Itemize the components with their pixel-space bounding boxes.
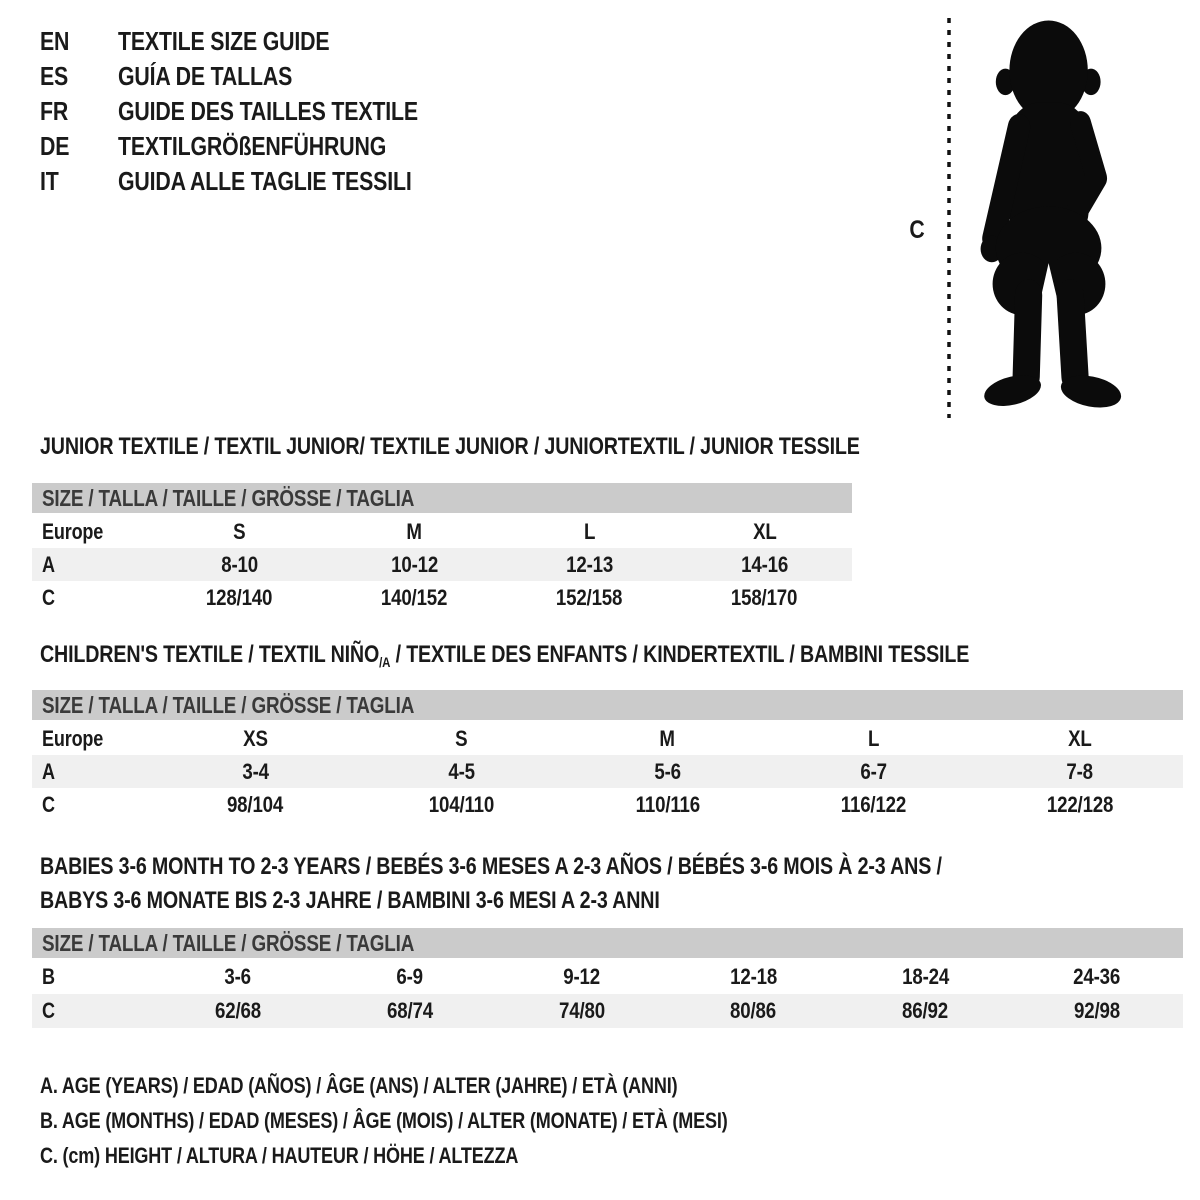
height-value: 62/68 (214, 998, 261, 1023)
height-value: 128/140 (206, 584, 273, 610)
table-row (32, 548, 852, 581)
row-label: B (42, 964, 55, 989)
size-value: M (659, 725, 676, 751)
table-row (32, 722, 1183, 755)
table-row (32, 994, 1183, 1028)
language-row-de (40, 129, 484, 164)
language-code: DE (40, 131, 70, 161)
language-row-en (40, 24, 484, 59)
table-row (32, 960, 1183, 994)
language-row-it (40, 164, 484, 199)
age-value: 6-7 (860, 758, 887, 784)
height-value: 86/92 (902, 998, 949, 1023)
children-size-table (32, 690, 1183, 821)
age-value: 4-5 (448, 758, 475, 784)
height-value: 158/170 (731, 584, 798, 610)
height-value: 92/98 (1074, 998, 1121, 1023)
size-value: XL (752, 518, 777, 544)
row-label: A (42, 758, 55, 784)
language-code: FR (40, 96, 69, 126)
age-months-value: 6-9 (396, 964, 424, 989)
height-dashed-line (946, 16, 952, 420)
table-row (32, 755, 1183, 788)
height-value: 152/158 (556, 584, 623, 610)
measurement-key (40, 1068, 878, 1173)
table-row (32, 581, 852, 614)
age-value: 3-4 (241, 758, 269, 784)
age-months-value: 3-6 (224, 964, 252, 989)
baby-silhouette-image (963, 12, 1139, 418)
language-title: GUÍA DE TALLAS (118, 61, 293, 91)
size-header-bar: SIZE / TALLA / TAILLE / GRÖSSE / TAGLIA (32, 483, 852, 513)
table-row (32, 515, 852, 548)
key-line-a: A. AGE (YEARS) / EDAD (AÑOS) / ÂGE (ANS) / ALTER (JAHRE) / ETÀ (ANNI) (40, 1072, 678, 1098)
row-label: C (42, 998, 55, 1023)
language-code: IT (40, 166, 59, 196)
section-title-junior: JUNIOR TEXTILE / TEXTIL JUNIOR/ TEXTILE JUNIOR / JUNIORTEXTIL / JUNIOR TESSILE (40, 433, 860, 460)
size-value: XL (1068, 725, 1092, 751)
size-value: S (455, 725, 468, 751)
age-value: 7-8 (1066, 758, 1094, 784)
size-value: L (868, 725, 880, 751)
height-value: 74/80 (558, 998, 605, 1023)
age-value: 12-13 (566, 551, 613, 577)
age-value: 14-16 (741, 551, 788, 577)
language-title: GUIDE DES TAILLES TEXTILE (118, 96, 418, 126)
row-label: Europe (42, 518, 104, 544)
age-months-value: 9-12 (563, 964, 600, 989)
size-value: M (406, 518, 423, 544)
row-label: Europe (42, 725, 104, 751)
language-code: ES (40, 61, 69, 91)
age-value: 5-6 (654, 758, 681, 784)
age-months-value: 24-36 (1073, 964, 1121, 989)
language-title-list (40, 24, 484, 199)
age-months-value: 18-24 (901, 964, 949, 989)
section-title-babies-line2: BABYS 3-6 MONATE BIS 2-3 JAHRE / BAMBINI 3-6 MESI A 2-3 ANNI (40, 887, 660, 914)
size-value: XS (242, 725, 268, 751)
height-measure-label: C (909, 216, 925, 244)
size-header-bar: SIZE / TALLA / TAILLE / GRÖSSE / TAGLIA (32, 690, 1183, 720)
height-value: 140/152 (381, 584, 448, 610)
size-header-bar: SIZE / TALLA / TAILLE / GRÖSSE / TAGLIA (32, 928, 1183, 958)
key-line-b: B. AGE (MONTHS) / EDAD (MESES) / ÂGE (MOIS) / ALTER (MONATE) / ETÀ (MESI) (40, 1107, 728, 1133)
size-value: S (233, 518, 246, 544)
language-title: GUIDA ALLE TAGLIE TESSILI (118, 166, 412, 196)
language-row-fr (40, 94, 484, 129)
row-label: C (42, 584, 55, 610)
language-row-es (40, 59, 484, 94)
junior-size-table (32, 483, 852, 614)
babies-size-table (32, 928, 1183, 1028)
gender-suffix: /A (379, 654, 391, 670)
height-value: 110/116 (635, 791, 700, 817)
table-row (32, 788, 1183, 821)
height-value: 104/110 (428, 791, 494, 817)
height-value: 98/104 (227, 791, 284, 817)
language-title: TEXTILE SIZE GUIDE (118, 26, 330, 56)
height-value: 68/74 (386, 998, 433, 1023)
age-months-value: 12-18 (729, 964, 777, 989)
section-title-babies-line1: BABIES 3-6 MONTH TO 2-3 YEARS / BEBÉS 3-6 MESES A 2-3 AÑOS / BÉBÉS 3-6 MOIS À 2-3 ANS / (40, 853, 942, 880)
language-code: EN (40, 26, 70, 56)
language-title: TEXTILGRÖßENFÜHRUNG (118, 131, 387, 161)
age-value: 8-10 (221, 551, 258, 577)
row-label: C (42, 791, 55, 817)
size-value: L (583, 518, 596, 544)
height-value: 80/86 (730, 998, 777, 1023)
age-value: 10-12 (391, 551, 438, 577)
section-title-children: CHILDREN'S TEXTILE / TEXTIL $NIÑO_{/A}$ / TEXTILE DES ENFANTS / KINDERTEXTIL / BAMBINI TESSILE (40, 641, 970, 670)
height-value: 122/128 (1046, 791, 1114, 817)
row-label: A (42, 551, 55, 577)
height-value: 116/122 (841, 791, 907, 817)
key-line-c: C. (cm) HEIGHT / ALTURA / HAUTEUR / HÖHE / ALTEZZA (40, 1142, 519, 1168)
